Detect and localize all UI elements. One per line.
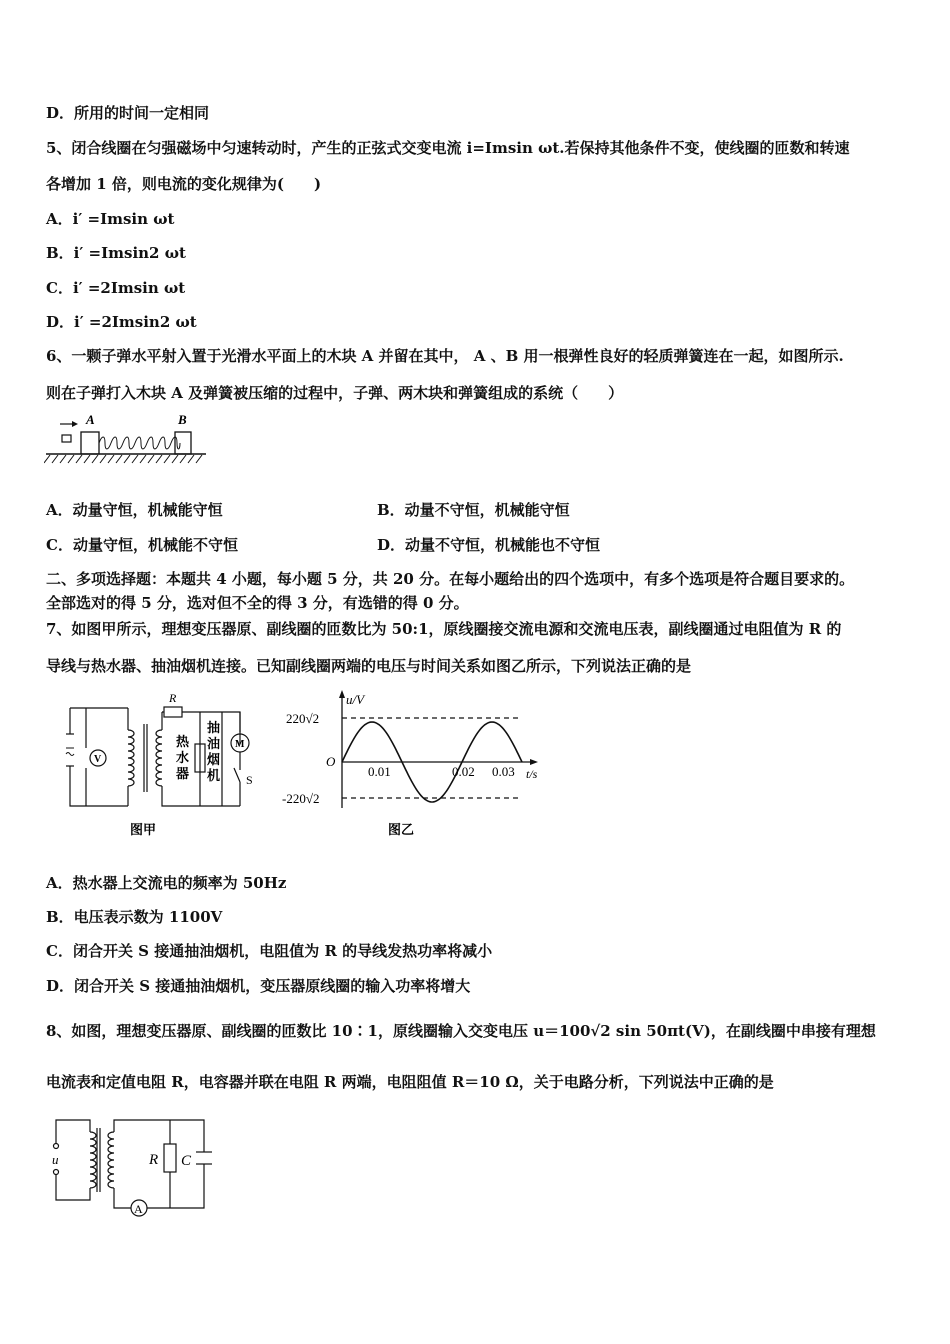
figure-yi-caption: 图乙	[388, 822, 415, 837]
q6-option-b: B．动量不守恒，机械能守恒	[377, 501, 570, 519]
q8-stem-line2: 电流表和定值电阻 R，电容器并联在电阻 R 两端，电阻阻值 R＝10 Ω，关于电路分析，下列说法中正确的是	[46, 1073, 774, 1091]
q7-stem-line2: 导线与热水器、抽油烟机连接。已知副线圈两端的电压与时间关系如图乙所示，下列说法正确的是	[46, 657, 692, 675]
tick-0.01: 0.01	[368, 764, 391, 779]
q7-option-c: C．闭合开关 S 接通抽油烟机，电阻值为 R 的导线发热功率将减小	[46, 942, 493, 960]
motor-label: M	[235, 739, 245, 750]
q5-option-a: A．i′ =Imsin ωt	[46, 210, 175, 228]
q7-figure-jia	[58, 688, 268, 840]
hood-char-2: 油	[207, 736, 221, 751]
heater-char-1: 热	[176, 734, 190, 749]
q8-circuit-figure	[46, 1108, 221, 1220]
q6-stem-line1: 6、一颗子弹水平射入置于光滑水平面上的木块 A 并留在其中， A 、B 用一根弹性良好的轻质弹簧连在一起，如图所示.	[46, 347, 844, 365]
origin-label: O	[326, 754, 336, 769]
heater-char-2: 水	[176, 750, 190, 765]
voltmeter-label: V	[94, 754, 102, 765]
label-b: B	[178, 412, 187, 427]
q6-option-a: A．动量守恒，机械能守恒	[46, 501, 223, 519]
q7-option-a: A．热水器上交流电的频率为 50Hz	[46, 874, 287, 892]
q4-option-d: D．所用的时间一定相同	[46, 104, 210, 122]
section2-line2: 全部选对的得 5 分，选对但不全的得 3 分，有选错的得 0 分。	[46, 594, 469, 612]
section2-line1: 二、多项选择题：本题共 4 小题，每小题 5 分，共 20 分。在每小题给出的四个选项中，有多个选项是符合题目要求的。	[46, 570, 855, 588]
q5-option-d: D．i′ =2Imsin2 ωt	[46, 313, 197, 331]
input-voltage-label: u	[52, 1152, 59, 1167]
tick-0.02: 0.02	[452, 764, 475, 779]
q7-option-d: D．闭合开关 S 接通抽油烟机，变压器原线圈的输入功率将增大	[46, 977, 471, 995]
tick-0.03: 0.03	[492, 764, 515, 779]
switch-label: S	[246, 773, 253, 787]
ammeter-label: A	[134, 1202, 143, 1216]
hood-char-1: 抽	[207, 720, 221, 735]
q7-stem-line1: 7、如图甲所示，理想变压器原、副线圈的匝数比为 50:1，原线圈接交流电源和交流电压表，副线圈通过电阻值为 R 的	[46, 620, 842, 638]
q6-option-c: C．动量守恒，机械能不守恒	[46, 536, 238, 554]
resistor-label: R	[169, 691, 177, 705]
y-max-label: 220√2	[286, 711, 320, 726]
capacitor-label: C	[181, 1153, 192, 1169]
bullet	[62, 435, 71, 442]
q6-spring-figure	[44, 408, 208, 466]
q5-option-b: B．i′ =Imsin2 ωt	[46, 244, 186, 262]
label-a: A	[86, 412, 95, 427]
q6-option-d: D．动量不守恒，机械能也不守恒	[377, 536, 601, 554]
hood-char-4: 机	[207, 768, 221, 783]
spring	[99, 437, 180, 449]
y-axis-label: u/V	[346, 692, 365, 707]
resistor-label: R	[149, 1152, 159, 1168]
q5-stem-line1: 5、闭合线圈在匀强磁场中匀速转动时，产生的正弦式交变电流 i=Imsin ωt.若保持其他条件不变，使线圈的匝数和转速	[46, 139, 850, 157]
hood-char-3: 烟	[207, 752, 221, 767]
q5-stem-line2: 各增加 1 倍，则电流的变化规律为( )	[46, 175, 322, 193]
heater-char-3: 器	[176, 766, 190, 781]
q7-figure-yi	[282, 688, 554, 840]
q6-stem-line2: 则在子弹打入木块 A 及弹簧被压缩的过程中，子弹、两木块和弹簧组成的系统（ ）	[46, 384, 624, 402]
q5-option-c: C．i′ =2Imsin ωt	[46, 279, 186, 297]
q7-option-b: B．电压表示数为 1100V	[46, 908, 223, 926]
block-a	[81, 432, 99, 454]
y-min-label: -220√2	[282, 791, 320, 806]
figure-jia-caption: 图甲	[130, 822, 157, 837]
q8-stem-line1: 8、如图，理想变压器原、副线圈的匝数比 10∶1，原线圈输入交变电压 u＝100√2 sin 50πt(V)，在副线圈中串接有理想	[46, 1022, 876, 1040]
x-axis-label: t/s	[526, 767, 538, 781]
